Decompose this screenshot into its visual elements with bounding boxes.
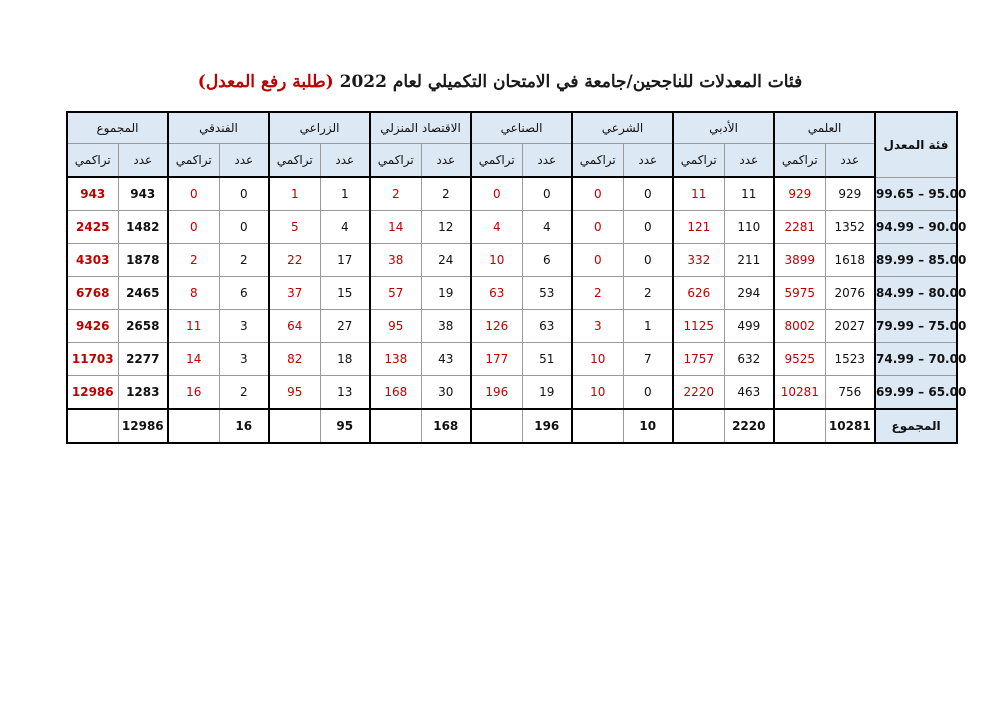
cumulative-cell: 929: [774, 177, 825, 211]
table-row: [67, 343, 957, 376]
sub-header-row: [67, 144, 957, 178]
count-cell: 1352: [825, 211, 875, 244]
count-cell: 1482: [118, 211, 168, 244]
sub-header-cumulative: تراكمي: [67, 144, 118, 178]
count-cell: 1: [320, 177, 370, 211]
count-cell: 632: [724, 343, 774, 376]
count-cell: 1523: [825, 343, 875, 376]
total-cell: 95: [320, 409, 370, 443]
group-header: الصناعي: [471, 112, 572, 144]
count-cell: 929: [825, 177, 875, 211]
group-header: الشرعي: [572, 112, 673, 144]
cumulative-cell: 0: [572, 244, 623, 277]
sub-header-cumulative: تراكمي: [370, 144, 421, 178]
count-cell: 6: [219, 277, 269, 310]
cumulative-cell: 0: [168, 177, 219, 211]
count-cell: 2: [623, 277, 673, 310]
cumulative-cell: 82: [269, 343, 320, 376]
count-cell: 2465: [118, 277, 168, 310]
group-header: الاقتصاد المنزلي: [370, 112, 471, 144]
cumulative-cell: 626: [673, 277, 724, 310]
empty-cell: [269, 409, 320, 443]
cumulative-cell: 1125: [673, 310, 724, 343]
count-cell: 4: [522, 211, 572, 244]
cumulative-cell: 5975: [774, 277, 825, 310]
count-cell: 0: [623, 211, 673, 244]
table-row: [67, 177, 957, 211]
sub-header-cumulative: تراكمي: [572, 144, 623, 178]
count-cell: 53: [522, 277, 572, 310]
sub-header-cumulative: تراكمي: [673, 144, 724, 178]
sub-header-count: عدد: [118, 144, 168, 178]
cumulative-cell: 3: [572, 310, 623, 343]
cumulative-cell: 8: [168, 277, 219, 310]
empty-cell: [370, 409, 421, 443]
count-cell: 1283: [118, 376, 168, 410]
count-cell: 2277: [118, 343, 168, 376]
document-title: [0, 72, 1000, 102]
count-cell: 756: [825, 376, 875, 410]
count-cell: 1618: [825, 244, 875, 277]
cumulative-cell: 9525: [774, 343, 825, 376]
sub-header-cumulative: تراكمي: [774, 144, 825, 178]
cumulative-cell: 1757: [673, 343, 724, 376]
cumulative-cell: 63: [471, 277, 522, 310]
cumulative-cell: 22: [269, 244, 320, 277]
cumulative-cell: 196: [471, 376, 522, 410]
cumulative-cell: 6768: [67, 277, 118, 310]
cumulative-cell: 95: [269, 376, 320, 410]
empty-cell: [572, 409, 623, 443]
count-cell: 2: [421, 177, 471, 211]
cumulative-cell: 38: [370, 244, 421, 277]
range-header: فئة المعدل: [875, 112, 957, 177]
count-cell: 2: [219, 244, 269, 277]
count-cell: 2027: [825, 310, 875, 343]
cumulative-cell: 14: [370, 211, 421, 244]
total-label: المجموع: [875, 409, 957, 443]
count-cell: 17: [320, 244, 370, 277]
range-cell: 99.65 – 95.00: [875, 177, 957, 211]
sub-header-count: عدد: [320, 144, 370, 178]
empty-cell: [471, 409, 522, 443]
cumulative-cell: 95: [370, 310, 421, 343]
count-cell: 7: [623, 343, 673, 376]
cumulative-cell: 5: [269, 211, 320, 244]
range-cell: 69.99 – 65.00: [875, 376, 957, 410]
cumulative-cell: 10: [572, 376, 623, 410]
sub-header-count: عدد: [724, 144, 774, 178]
count-cell: 2076: [825, 277, 875, 310]
count-cell: 0: [219, 177, 269, 211]
range-cell: 74.99 – 70.00: [875, 343, 957, 376]
range-cell: 79.99 – 75.00: [875, 310, 957, 343]
count-cell: 2658: [118, 310, 168, 343]
group-header: المجموع: [67, 112, 168, 144]
cumulative-cell: 0: [471, 177, 522, 211]
cumulative-cell: 0: [572, 211, 623, 244]
empty-cell: [67, 409, 118, 443]
sub-header-cumulative: تراكمي: [471, 144, 522, 178]
count-cell: 0: [219, 211, 269, 244]
total-cell: 196: [522, 409, 572, 443]
count-cell: 1: [623, 310, 673, 343]
cumulative-cell: 0: [168, 211, 219, 244]
cumulative-cell: 4303: [67, 244, 118, 277]
cumulative-cell: 11: [168, 310, 219, 343]
range-cell: 84.99 – 80.00: [875, 277, 957, 310]
cumulative-cell: 2: [370, 177, 421, 211]
cumulative-cell: 10281: [774, 376, 825, 410]
cumulative-cell: 11703: [67, 343, 118, 376]
cumulative-cell: 0: [572, 177, 623, 211]
cumulative-cell: 9426: [67, 310, 118, 343]
count-cell: 0: [623, 376, 673, 410]
count-cell: 110: [724, 211, 774, 244]
count-cell: 499: [724, 310, 774, 343]
group-header-row: [67, 112, 957, 144]
cumulative-cell: 37: [269, 277, 320, 310]
cumulative-cell: 138: [370, 343, 421, 376]
cumulative-cell: 57: [370, 277, 421, 310]
count-cell: 2: [219, 376, 269, 410]
cumulative-cell: 126: [471, 310, 522, 343]
total-cell: 168: [421, 409, 471, 443]
empty-cell: [673, 409, 724, 443]
group-header: الزراعي: [269, 112, 370, 144]
table-row: [67, 376, 957, 410]
cumulative-cell: 10: [572, 343, 623, 376]
cumulative-cell: 12986: [67, 376, 118, 410]
group-header: العلمي: [774, 112, 875, 144]
total-cell: 12986: [118, 409, 168, 443]
group-header: الأدبي: [673, 112, 774, 144]
cumulative-cell: 10: [471, 244, 522, 277]
cumulative-cell: 8002: [774, 310, 825, 343]
count-cell: 294: [724, 277, 774, 310]
cumulative-cell: 1: [269, 177, 320, 211]
count-cell: 11: [724, 177, 774, 211]
cumulative-cell: 2220: [673, 376, 724, 410]
cumulative-cell: 3899: [774, 244, 825, 277]
cumulative-cell: 2: [572, 277, 623, 310]
grade-distribution-table: [66, 111, 967, 444]
count-cell: 13: [320, 376, 370, 410]
count-cell: 12: [421, 211, 471, 244]
cumulative-cell: 332: [673, 244, 724, 277]
count-cell: 63: [522, 310, 572, 343]
total-cell: 10: [623, 409, 673, 443]
sub-header-cumulative: تراكمي: [168, 144, 219, 178]
sub-header-count: عدد: [825, 144, 875, 178]
cumulative-cell: 4: [471, 211, 522, 244]
count-cell: 0: [623, 177, 673, 211]
table-row: [67, 211, 957, 244]
count-cell: 4: [320, 211, 370, 244]
count-cell: 24: [421, 244, 471, 277]
count-cell: 18: [320, 343, 370, 376]
cumulative-cell: 2281: [774, 211, 825, 244]
cumulative-cell: 2: [168, 244, 219, 277]
count-cell: 43: [421, 343, 471, 376]
cumulative-cell: 64: [269, 310, 320, 343]
sub-header-count: عدد: [522, 144, 572, 178]
group-header: الفندقي: [168, 112, 269, 144]
title-main: فئات المعدلات للناجحين/جامعة في الامتحان التكميلي لعام 2022: [339, 72, 803, 92]
count-cell: 15: [320, 277, 370, 310]
table-row: [67, 310, 957, 343]
sub-header-count: عدد: [421, 144, 471, 178]
count-cell: 27: [320, 310, 370, 343]
sub-header-cumulative: تراكمي: [269, 144, 320, 178]
cumulative-cell: 11: [673, 177, 724, 211]
total-row: [67, 409, 957, 443]
empty-cell: [168, 409, 219, 443]
cumulative-cell: 168: [370, 376, 421, 410]
count-cell: 943: [118, 177, 168, 211]
range-cell: 89.99 – 85.00: [875, 244, 957, 277]
count-cell: 38: [421, 310, 471, 343]
count-cell: 0: [522, 177, 572, 211]
title-highlight: (طلبة رفع المعدل): [197, 72, 334, 92]
count-cell: 0: [623, 244, 673, 277]
total-cell: 16: [219, 409, 269, 443]
empty-cell: [774, 409, 825, 443]
table-body: [67, 177, 967, 443]
count-cell: 19: [522, 376, 572, 410]
cumulative-cell: 177: [471, 343, 522, 376]
count-cell: 3: [219, 343, 269, 376]
cumulative-cell: 121: [673, 211, 724, 244]
total-cell: 2220: [724, 409, 774, 443]
count-cell: 51: [522, 343, 572, 376]
count-cell: 1878: [118, 244, 168, 277]
total-cell: 10281: [825, 409, 875, 443]
count-cell: 30: [421, 376, 471, 410]
count-cell: 3: [219, 310, 269, 343]
count-cell: 19: [421, 277, 471, 310]
count-cell: 463: [724, 376, 774, 410]
cumulative-cell: 943: [67, 177, 118, 211]
table-row: [67, 244, 957, 277]
table-row: [67, 277, 957, 310]
count-cell: 211: [724, 244, 774, 277]
cumulative-cell: 16: [168, 376, 219, 410]
sub-header-count: عدد: [219, 144, 269, 178]
count-cell: 6: [522, 244, 572, 277]
cumulative-cell: 14: [168, 343, 219, 376]
cumulative-cell: 2425: [67, 211, 118, 244]
sub-header-count: عدد: [623, 144, 673, 178]
range-cell: 94.99 – 90.00: [875, 211, 957, 244]
